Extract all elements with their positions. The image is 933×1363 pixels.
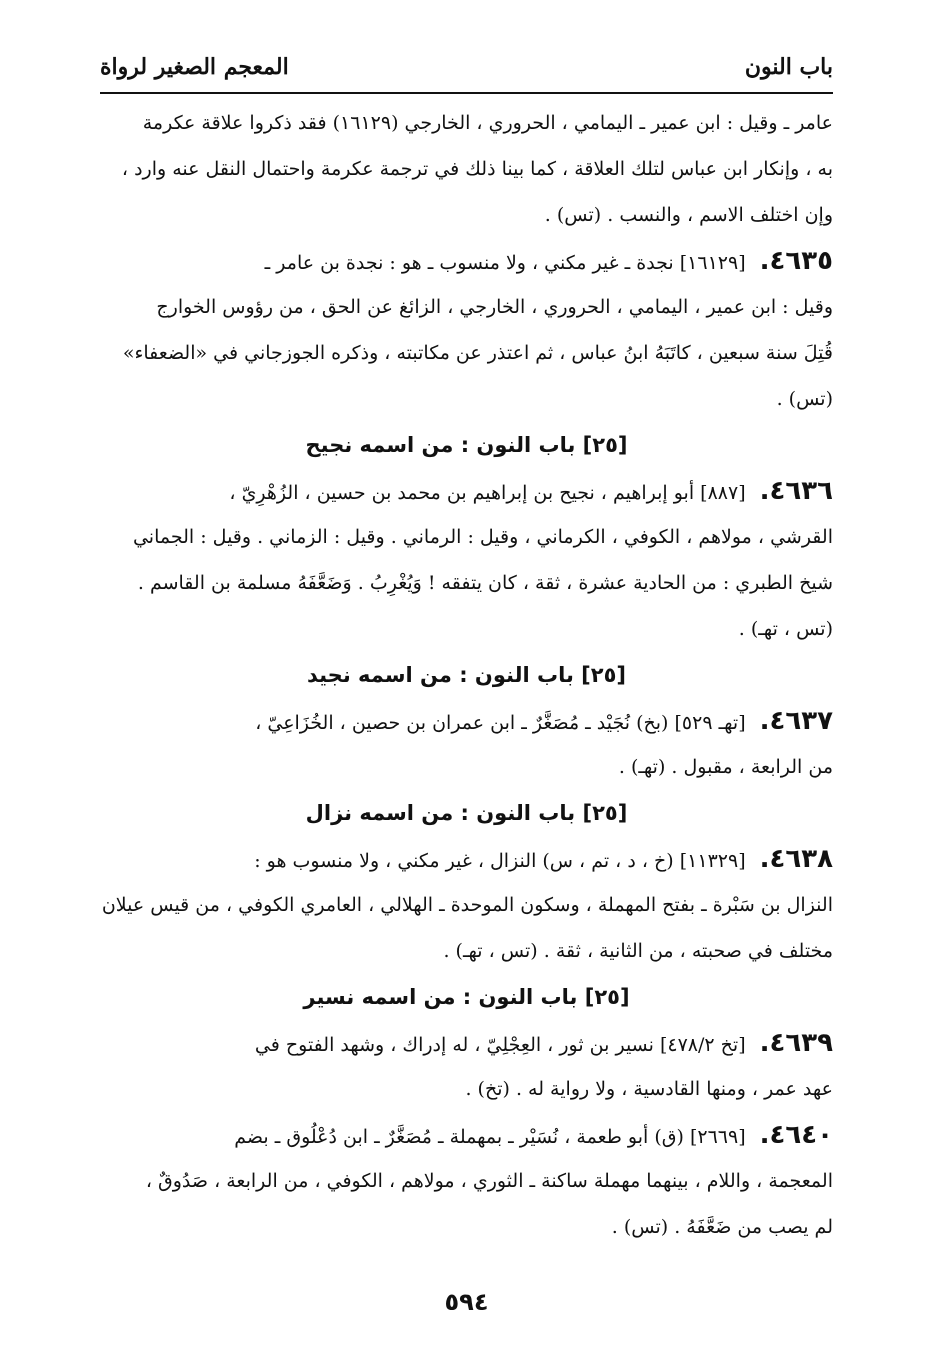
- text-line: النزال بن سَبْرة ـ بفتح المهملة ، وسكون الموحدة ـ الهلالي ، العامري الكوفي ، من قيس عيلان: [101, 894, 833, 916]
- entry-text: [٢٦٦٩] (ق) أبو طعمة ، نُسَيْر ـ بمهملة ـ مُصَغَّرٌ ـ ابن دُعْلُوق ـ بضم: [234, 1126, 746, 1148]
- entry-first-line: [100, 836, 833, 882]
- text-line: عهد عمر ، ومنها القادسية ، ولا رواية له . (تخ) .: [465, 1078, 833, 1100]
- section-heading: [٢٥] باب النون : من اسمه نجيد: [306, 663, 627, 687]
- text-line: عامر ـ وقيل : ابن عمير ـ اليمامي ، الحروري ، الخارجي (١٦١٢٩) فقد ذكروا علاقة عكرمة: [142, 112, 833, 134]
- text-line: من الرابعة ، مقبول . (تهـ) .: [618, 756, 833, 778]
- text-line: مختلف في صحبته ، من الثانية ، ثقة . (تس ، تهـ) .: [443, 940, 833, 962]
- entry-number: ٤٦٤٠.: [759, 1120, 833, 1150]
- text-line: (تس ، تهـ) .: [738, 618, 833, 640]
- text-line: وقيل : ابن عمير ، اليمامي ، الحروري ، الخارجي ، الزائغ عن الحق ، من رؤوس الخوارج: [156, 296, 833, 318]
- text-line: (تس) .: [776, 388, 833, 410]
- entry-number: ٤٦٣٦.: [759, 476, 833, 506]
- entry-number: ٤٦٣٩.: [759, 1028, 833, 1058]
- entry-first-line: [100, 1112, 833, 1158]
- entry-text: [٨٨٧] أبو إبراهيم ، نجيح بن إبراهيم بن محمد بن حسين ، الزُهْرِيّ ،: [229, 482, 746, 504]
- text-line: لم يصب من ضَعَّفَهُ . (تس) .: [611, 1216, 833, 1238]
- header-book-title: المعجم الصغير لرواة: [100, 54, 289, 80]
- entry-first-line: [100, 698, 833, 744]
- entry-number: ٤٦٣٨.: [759, 844, 833, 874]
- section-heading: [٢٥] باب النون : من اسمه نزال: [305, 801, 628, 825]
- section-heading: [٢٥] باب النون : من اسمه نسير: [303, 985, 630, 1009]
- entry-number: ٤٦٣٧.: [759, 706, 833, 736]
- entry-text: [١١٣٢٩] (خ ، د ، تم ، س) النزال ، غير مكني ، ولا منسوب هو :: [254, 850, 746, 872]
- entry-number: ٤٦٣٥.: [759, 246, 833, 276]
- section-heading: [٢٥] باب النون : من اسمه نجيح: [305, 433, 628, 457]
- entry-text: [١٦١٢٩] نجدة ـ غير مكني ، ولا منسوب ـ هو : نجدة بن عامر ـ: [264, 252, 746, 274]
- text-line: به ، وإنكار ابن عباس لتلك العلاقة ، كما بينا ذلك في ترجمة عكرمة واحتمال النقل عنه وارد ،: [121, 158, 833, 180]
- text-line: القرشي ، مولاهم ، الكوفي ، الكرماني ، وقيل : الرماني . وقيل : الزماني . وقيل : الجماني: [132, 526, 833, 548]
- page-number: ٥٩٤: [444, 1288, 489, 1316]
- entry-first-line: [100, 238, 833, 284]
- entry-text: [تهـ ٥٢٩] (بخ) نُجَيْد ـ مُصَغَّرٌ ـ ابن عمران بن حصين ، الخُزَاعِيّ ،: [255, 712, 746, 734]
- text-line: شيخ الطبري : من الحادية عشرة ، ثقة ، كان يتفقه ! وَيُغْرِبُ . وَضَعَّفَهُ مسلمة بن القاسم .: [137, 572, 833, 594]
- page-body: [100, 100, 833, 1250]
- header-chapter-title: باب النون: [744, 54, 833, 80]
- entry-text: [تخ ٤٧٨/٢] نسير بن ثور ، العِجْلِيّ ، له إدراك ، وشهد الفتوح في: [254, 1034, 746, 1056]
- entry-first-line: [100, 1020, 833, 1066]
- text-line: المعجمة ، واللام ، بينهما مهملة ساكنة ـ الثوري ، مولاهم ، الكوفي ، من الرابعة ، صَدُوقٌ ،: [145, 1170, 833, 1192]
- entry-first-line: [100, 468, 833, 514]
- running-header: [100, 42, 833, 94]
- text-line: وإن اختلف الاسم ، والنسب . (تس) .: [544, 204, 833, 226]
- text-line: قُتِلَ سنة سبعين ، كاتَبَهُ ابنُ عباس ، ثم اعتذر عن مكاتبته ، وذكره الجوزجاني في «الضعفاء»: [122, 342, 833, 364]
